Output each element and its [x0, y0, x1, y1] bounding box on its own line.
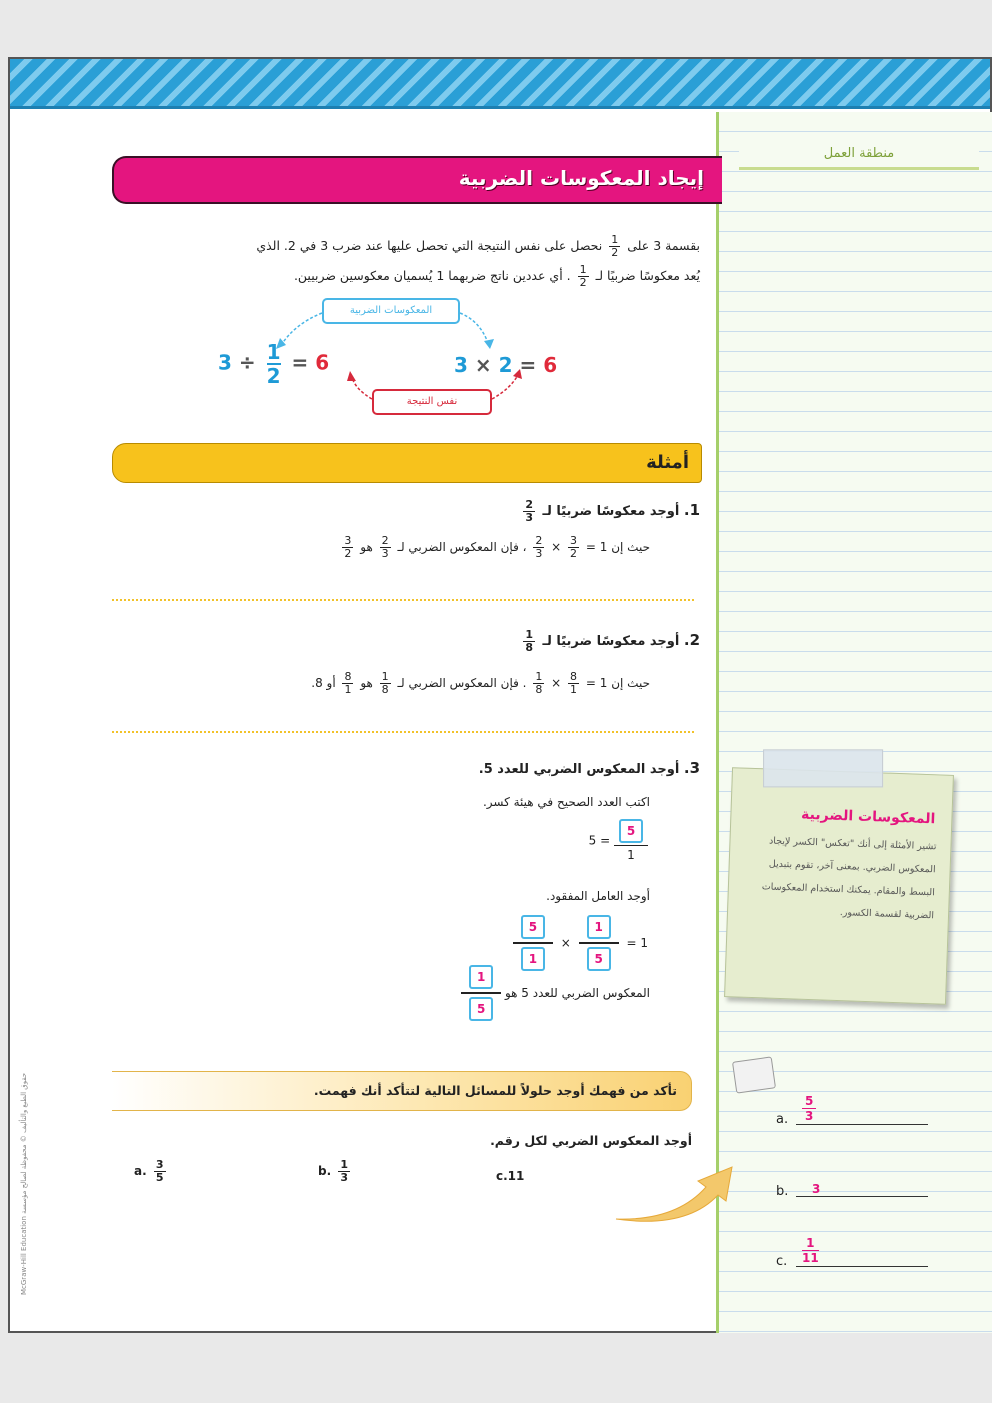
answer-box: 5	[521, 915, 545, 939]
answer-box: 5	[587, 947, 611, 971]
callout-same-result: نفس النتيجة	[372, 389, 492, 415]
copyright-credit: McGraw-Hill Education حقوق الطبع والتأليف © محفوظة لصالح مؤسسة	[20, 1072, 28, 1295]
answer-c-label: c.	[776, 1254, 788, 1269]
divider	[112, 731, 694, 733]
work-area-title: منطقة العمل	[739, 146, 979, 170]
callout-inverses: المعكوسات الضربية	[322, 298, 460, 324]
intro-text: . أي عددين ناتج ضربهما 1 يُسميان معكوسين ضربيين.	[293, 268, 571, 283]
answer-box: 1	[521, 947, 545, 971]
answer-a-line[interactable]	[796, 1124, 928, 1125]
arrow-right-blue	[460, 313, 488, 343]
problem-b: b. $\frac{1}{3}$	[318, 1158, 348, 1184]
fraction: $\frac{1}{2}$	[611, 233, 619, 259]
answer-c-line[interactable]	[796, 1266, 928, 1267]
fraction: $\frac{1}{2}$	[266, 340, 281, 388]
tape	[763, 749, 883, 787]
example-3-step2-eq: $\frac{5}{1} \times \frac{1}{5} = 1$	[513, 915, 648, 971]
example-3-title: 3. أوجد المعكوس الضربي للعدد 5.	[478, 759, 700, 777]
check-understanding-band	[112, 1071, 692, 1111]
answer-box: 5	[619, 819, 643, 843]
answer-box: 1	[469, 965, 493, 989]
example-2-body: حيث إن 1 = $\frac{8}{1}$ × $\frac{1}{8}$ . فإن المعكوس الضربي لـ $\frac{1}{8}$ هو $\frac{8}{1}$ أو 8.	[311, 670, 650, 696]
intro-text: بقسمة 3 على	[627, 238, 700, 253]
work-area	[716, 112, 992, 1333]
intro-text: يُعد معكوسًا ضربيًا لـ	[595, 268, 700, 283]
answer-box: 1	[587, 915, 611, 939]
example-3-step2: أوجد العامل المفقود.	[546, 889, 650, 903]
answer-a: 5 3	[802, 1094, 816, 1123]
answer-b-label: b.	[776, 1184, 789, 1199]
arrow-left-blue	[282, 313, 322, 344]
arrowhead	[347, 371, 356, 381]
answer-b-line[interactable]	[796, 1196, 928, 1197]
check-instruction: أوجد المعكوس الضربي لكل رقم.	[490, 1133, 692, 1148]
lesson-title: إيجاد المعكوسات الضربية	[458, 166, 704, 190]
answer-b: 3	[812, 1182, 821, 1196]
fraction: $\frac{2}{3}$	[525, 498, 533, 524]
diagram-arrows	[10, 59, 716, 459]
equation-multiply: 3 × 2 = 6	[454, 353, 558, 377]
fraction: $\frac{1}{2}$	[579, 263, 587, 289]
example-3-step1: اكتب العدد الصحيح في هيئة كسر.	[482, 795, 650, 809]
example-1-body: حيث إن 1 = $\frac{3}{2}$ × $\frac{2}{3}$ ، فإن المعكوس الضربي لـ $\frac{2}{3}$ هو $\frac{3}{2}$	[344, 534, 650, 560]
answer-a-label: a.	[776, 1112, 789, 1127]
equation-divide: 3 ÷ $\frac{1}{2} = 6$	[218, 340, 330, 388]
example-3-step1-eq: $5 = \frac{5}{1}$	[589, 819, 648, 862]
intro-text: نحصل على نفس النتيجة التي تحصل عليها عند ضرب 3 في 2. الذي	[256, 238, 603, 253]
examples-band	[112, 443, 702, 483]
example-3-step3: المعكوس الضربي للعدد 5 هو $\frac{1}{5}$	[461, 965, 650, 1021]
page	[8, 57, 992, 1333]
examples-heading: أمثلة	[646, 452, 689, 473]
arrow-right-red	[492, 375, 518, 399]
sticky-title: المعكوسات الضربية	[800, 806, 936, 828]
fraction: $\frac{1}{8}$	[525, 628, 533, 654]
notepad-icon	[732, 1056, 776, 1093]
check-understanding-text: تأكد من فهمك أوجد حلولاً للمسائل التالية لتتأكد أنك فهمت.	[313, 1083, 677, 1098]
curved-arrow-icon	[606, 1149, 746, 1229]
sticky-note	[724, 767, 954, 1005]
divider	[112, 599, 694, 601]
arrowhead	[484, 339, 494, 349]
example-1-title: 1. أوجد معكوسًا ضربيًا لـ $\frac{2}{3}$	[525, 498, 700, 524]
problem-c: c.11	[496, 1169, 525, 1183]
problem-a: a. $\frac{3}{5}$	[134, 1158, 164, 1184]
answer-c: 1 11	[802, 1236, 819, 1265]
example-2-title: 2. أوجد معكوسًا ضربيًا لـ $\frac{1}{8}$	[525, 628, 700, 654]
answer-box: 5	[469, 997, 493, 1021]
sticky-body: تشير الأمثلة إلى أنك "تعكس" الكسر لإيجاد المعكوس الضربي. بمعنى آخر، تقوم بتبديل البسط والمقام. يمكنك استخدام المعكوسات الضربية لقسمة الكسور.	[761, 835, 937, 922]
